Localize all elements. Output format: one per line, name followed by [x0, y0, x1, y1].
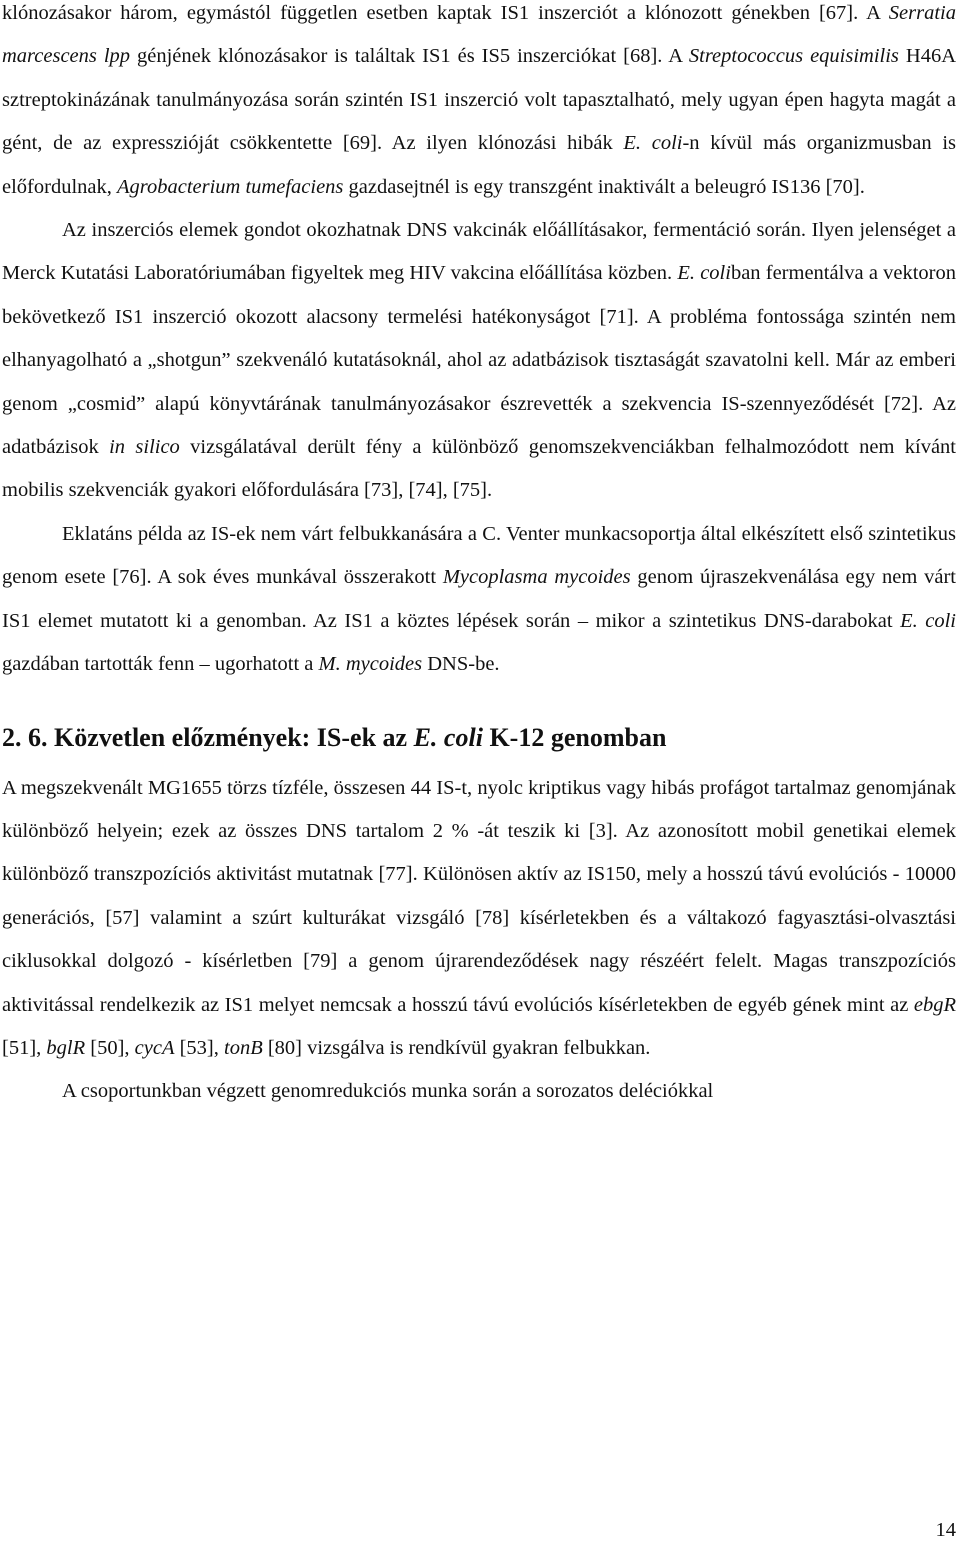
italic-term: in silico	[109, 436, 180, 459]
italic-term: E. coli	[623, 132, 683, 155]
section-heading	[2, 719, 956, 757]
text-run: [51],	[2, 1036, 47, 1059]
text-run: [50],	[85, 1036, 135, 1059]
paragraph-dna-vaccine	[2, 209, 956, 513]
text-run: A csoportunkban végzett genomredukciós munka során a sorozatos deléciókkal	[62, 1080, 714, 1103]
italic-term: E. coli	[413, 722, 483, 752]
italic-term: Streptococcus equisimilis	[688, 45, 899, 68]
text-run: [80] vizsgálva is rendkívül gyakran felbukkan.	[262, 1036, 651, 1059]
text-run: DNS-be.	[422, 653, 500, 676]
text-run: A megszekvenált MG1655 törzs tízféle, összesen 44 IS-t, nyolc kriptikus vagy hibás profágot tartalmaz genomjának különböző helyein; ezek az összes DNS tartalom 2 % -át teszik ki [3]. Az azonosított mobil genetikai elemek különböző transzpozíciós aktivitást mutatnak [77]. Különösen aktív az IS150, mely a hosszú távú evolúciós - 10000 generációs, [57] valamint a szúrt kulturákat vizsgáló [78] kísérletekben és a váltakozó fagyasztási-olvasztási ciklusokkal dolgozó - kísérletben [79] a genom újrarendeződések nagy részéért felelt. Magas transzpozíciós aktivitással rendelkezik az IS1 melyet nemcsak a hosszú távú evolúciós kísérletekben de egyéb gének mint az	[2, 776, 956, 1016]
italic-term: ebgR	[913, 993, 956, 1016]
page-number: 14	[935, 1519, 956, 1541]
text-run: H46A sztreptokinázának tanulmányozása során szintén IS1 inszerció volt tapasztalható, mely ugyan épen hagyta magát a gént, de az expresszióját csökkentette [69]. Az ilyen klónozási hibák	[2, 45, 956, 155]
text-run: génjének klónozásakor is találtak IS1 és IS5 inszerciókat [68]. A	[130, 45, 689, 68]
text-run: K-12 genomban	[482, 722, 667, 752]
text-run: -n kívül más organizmusban is előfordulnak,	[2, 132, 956, 198]
text-run: gazdában tartották fenn – ugorhatott a	[2, 653, 319, 676]
italic-term: bglR	[46, 1036, 86, 1059]
text-run: vizsgálatával derült fény a különböző genomszekvenciákban felhalmozódott nem kívánt mobilis szekvenciák gyakori előfordulására [73], [74], [75].	[2, 436, 956, 502]
paragraph-cloning-errors	[2, 0, 956, 209]
paragraph-genome-reduction	[2, 1070, 956, 1113]
text-run: klónozásakor három, egymástól független esetben kaptak IS1 inszerciót a klónozott génekben [67]. A	[2, 2, 889, 24]
text-run: Az inszerciós elemek gondot okozhatnak DNS vakcinák előállításakor, fermentáció során. Ilyen jelenséget a Merck Kutatási Laboratóriumában figyeltek meg HIV vakcina előállítása közben.	[2, 219, 956, 285]
paragraph-mg1655	[2, 767, 956, 1071]
text-run: Eklatáns példa az IS-ek nem várt felbukkanására a C. Venter munkacsoportja által elkészített első szintetikus genom esete [76]. A sok éves munkával összerakott	[2, 522, 956, 589]
text-run: ban fermentálva a vektoron bekövetkező IS1 inszerció okozott alacsony termelési hatékonyságot [71]. A probléma fontossága szintén nem elhanyagolható a „shotgun” szekvenáló kutatásoknál, ahol az adatbázisok tisztaságát szavatolni kell. Már az emberi genom „cosmid” alapú könyvtárának tanulmányozásakor észrevették a szekvencia IS-szennyeződését [72]. Az adatbázisok	[2, 262, 956, 459]
italic-term: cycA	[134, 1036, 175, 1059]
text-run: genom újraszekvenálása egy nem várt IS1 elemet mutatott ki a genomban. Az IS1 a köztes lépések során – mikor a szintetikus DNS-darabokat	[2, 566, 956, 632]
paragraph-synthetic-genome	[2, 513, 956, 687]
text-run: 2. 6. Közvetlen előzmények: IS-ek az	[2, 722, 414, 752]
italic-term: Agrobacterium tumefaciens	[117, 175, 344, 198]
italic-term: Serratia marcescens lpp	[2, 2, 956, 68]
italic-term: E. coli	[677, 262, 731, 285]
text-run: [53],	[174, 1036, 225, 1059]
text-run: gazdasejtnél is egy transzgént inaktivált a beleugró IS136 [70].	[343, 175, 865, 198]
document-body	[2, 0, 956, 1114]
italic-term: M. mycoides	[318, 653, 423, 676]
italic-term: tonB	[224, 1036, 263, 1059]
italic-term: Mycoplasma mycoides	[442, 566, 631, 589]
italic-term: E. coli	[900, 609, 956, 632]
